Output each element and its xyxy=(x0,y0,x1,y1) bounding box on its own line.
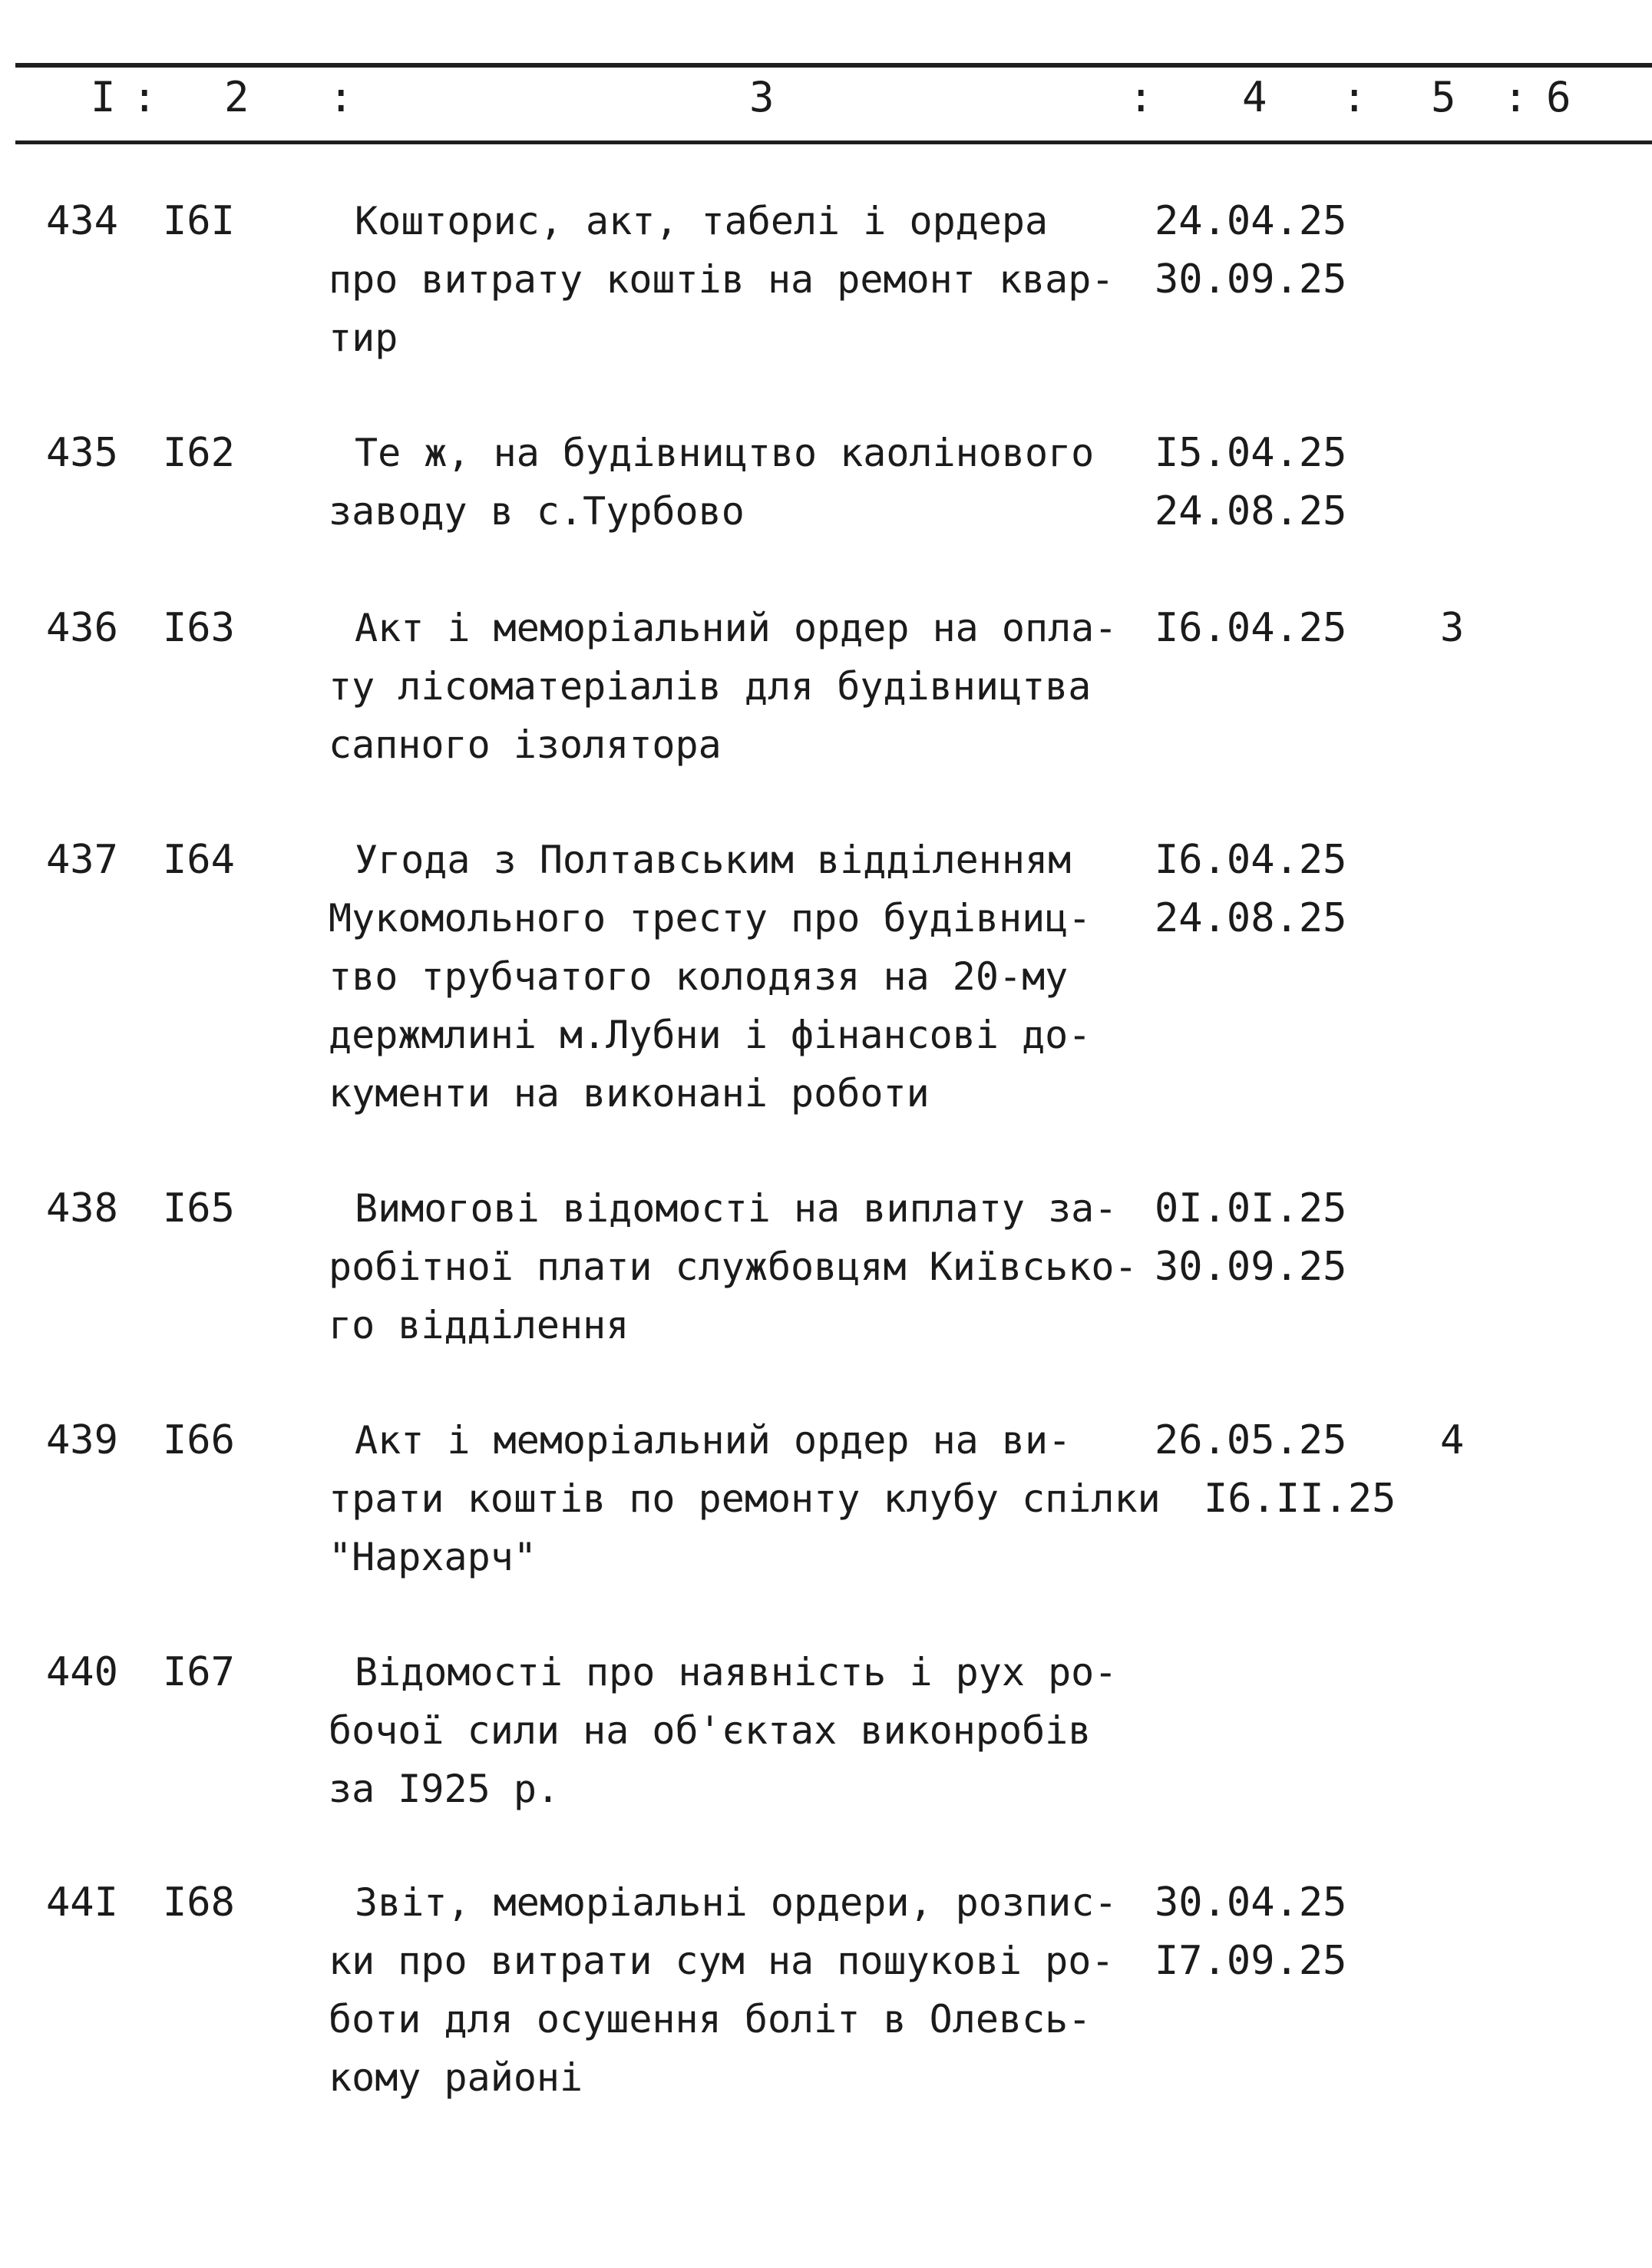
entry-date-end: I6.II.25 xyxy=(1204,1476,1396,1522)
entry-title-line: про витрату коштів на ремонт квар- xyxy=(329,257,1115,302)
entry-title-line: за I925 р. xyxy=(329,1767,560,1811)
entry-title-line: Мукомольного тресту про будівниц- xyxy=(329,896,1092,941)
entry-date-end: 30.09.25 xyxy=(1155,1244,1347,1290)
entry-title-line: кому районі xyxy=(329,2055,583,2100)
entry-date-start: I6.04.25 xyxy=(1155,605,1347,651)
entry-title-line: "Нархарч" xyxy=(329,1535,537,1579)
entry-number: 436 xyxy=(46,605,118,651)
entry-date-start: 0I.0I.25 xyxy=(1155,1185,1347,1232)
entry-title-line: Кошторис, акт, табелі і ордера xyxy=(355,199,1049,243)
entry-number: 437 xyxy=(46,837,118,883)
entry-number: 434 xyxy=(46,198,118,244)
entry-title-line: бочої сили на об'єктах виконробів xyxy=(329,1708,1092,1753)
entry-title xyxy=(329,831,1158,1122)
entry-sheets: 3 xyxy=(1440,605,1465,651)
header-separator: : xyxy=(1503,73,1528,121)
entry-code: I65 xyxy=(163,1185,235,1232)
entry-title-line: ту лісоматеріалів для будівництва xyxy=(329,664,1092,709)
entry-title-line: держмлині м.Лубни і фінансові до- xyxy=(329,1013,1092,1057)
entry-title-line: го відділення xyxy=(329,1303,629,1347)
entry-title-line: кументи на виконані роботи xyxy=(329,1071,930,1116)
entry-date-end: 24.08.25 xyxy=(1155,895,1347,941)
entry-title-line: Угода з Полтавським відділенням xyxy=(355,838,1072,882)
entry-title-line: сапного ізолятора xyxy=(329,722,722,767)
entry-number: 439 xyxy=(46,1417,118,1463)
header-separator: : xyxy=(1342,73,1367,121)
entry-title-line: Вимогові відомості на виплату за- xyxy=(355,1186,1118,1231)
header-col-1: I xyxy=(91,73,116,121)
entry-title-line: Акт і меморіальний ордер на опла- xyxy=(355,606,1118,650)
entry-title-line: ки про витрати сум на пошукові ро- xyxy=(329,1939,1115,1983)
header-top-rule xyxy=(15,63,1652,68)
entry-title xyxy=(329,1643,1158,1818)
entry-code: I6I xyxy=(163,198,235,244)
entry-dates xyxy=(1155,192,1346,309)
entry-date-start: 30.04.25 xyxy=(1155,1880,1347,1926)
entry-title-line: Відомості про наявність і рух ро- xyxy=(355,1650,1118,1694)
entry-date-start: 26.05.25 xyxy=(1155,1417,1347,1463)
entry-date-start: 24.04.25 xyxy=(1155,198,1347,244)
entry-title xyxy=(329,1179,1158,1354)
entry-dates xyxy=(1155,1179,1346,1296)
entry-title-line: тир xyxy=(329,316,398,360)
header-col-4: 4 xyxy=(1242,73,1267,121)
entry-sheets: 4 xyxy=(1440,1417,1465,1463)
entry-number: 435 xyxy=(46,430,118,476)
entry-number: 44I xyxy=(46,1880,118,1926)
entry-code: I67 xyxy=(163,1649,235,1695)
entry-dates xyxy=(1155,424,1346,541)
entry-code: I64 xyxy=(163,837,235,883)
entry-dates xyxy=(1155,1873,1346,1990)
entry-title-line: робітної плати службовцям Київсько- xyxy=(329,1245,1138,1289)
entry-title-line: боти для осушення боліт в Олевсь- xyxy=(329,1997,1092,2042)
entry-title-line: Те ж, на будівництво каолінового xyxy=(355,431,1095,475)
header-col-5: 5 xyxy=(1431,73,1456,121)
header-col-3: 3 xyxy=(749,73,775,121)
header-col-6: 6 xyxy=(1546,73,1571,121)
entry-title-line: тво трубчатого колодязя на 20-му xyxy=(329,954,1069,999)
entry-title-line: трати коштів по ремонту клубу спілки xyxy=(329,1476,1161,1521)
entry-date-end: 24.08.25 xyxy=(1155,488,1347,534)
entry-date-start: I5.04.25 xyxy=(1155,430,1347,476)
entry-title-line: Звіт, меморіальні ордери, розпис- xyxy=(355,1880,1118,1925)
entry-code: I62 xyxy=(163,430,235,476)
header-separator: : xyxy=(1128,73,1154,121)
entry-date-start: I6.04.25 xyxy=(1155,837,1347,883)
entry-number: 440 xyxy=(46,1649,118,1695)
header-bottom-rule xyxy=(15,141,1652,144)
entry-dates xyxy=(1155,599,1346,657)
header-col-2: 2 xyxy=(224,73,249,121)
entry-title xyxy=(329,1411,1161,1586)
entry-dates xyxy=(1155,831,1346,947)
entry-title xyxy=(329,1873,1158,2107)
entry-title xyxy=(329,424,1158,541)
header-separator: : xyxy=(132,73,157,121)
entry-title xyxy=(329,192,1158,367)
entry-number: 438 xyxy=(46,1185,118,1232)
entry-dates xyxy=(1155,1411,1396,1528)
header-separator: : xyxy=(329,73,354,121)
entry-code: I68 xyxy=(163,1880,235,1926)
entry-date-end: I7.09.25 xyxy=(1155,1938,1347,1984)
entry-code: I66 xyxy=(163,1417,235,1463)
entry-date-end: 30.09.25 xyxy=(1155,256,1347,303)
entry-title-line: заводу в с.Турбово xyxy=(329,489,745,534)
entry-title xyxy=(329,599,1158,774)
entry-title-line: Акт і меморіальний ордер на ви- xyxy=(355,1418,1072,1463)
entry-code: I63 xyxy=(163,605,235,651)
